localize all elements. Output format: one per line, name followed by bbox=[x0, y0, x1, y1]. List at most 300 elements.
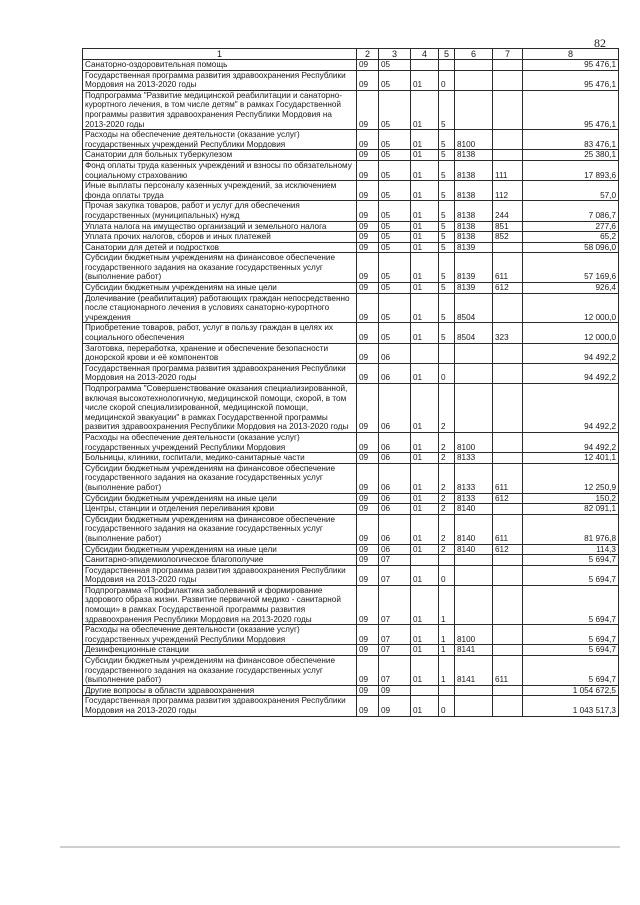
row-program: 01 bbox=[411, 384, 439, 433]
row-amount: 5 694,7 bbox=[523, 565, 619, 585]
row-target: 8141 bbox=[455, 656, 493, 686]
row-target: 8138 bbox=[455, 232, 493, 243]
row-amount: 25 380,1 bbox=[523, 150, 619, 161]
row-subprogram: 2 bbox=[439, 463, 455, 493]
row-name: Больницы, клиники, госпитали, медико-санитарные части bbox=[83, 453, 357, 464]
row-subprogram: 5 bbox=[439, 221, 455, 232]
row-amount: 95 476,1 bbox=[523, 60, 619, 71]
row-program: 01 bbox=[411, 656, 439, 686]
row-section: 09 bbox=[357, 625, 379, 645]
row-amount: 5 694,7 bbox=[523, 625, 619, 645]
row-program bbox=[411, 685, 439, 696]
row-section: 09 bbox=[357, 232, 379, 243]
row-subprogram: 5 bbox=[439, 130, 455, 150]
row-section: 09 bbox=[357, 514, 379, 544]
row-subprogram: 2 bbox=[439, 493, 455, 504]
row-subprogram bbox=[439, 685, 455, 696]
row-target: 8140 bbox=[455, 514, 493, 544]
row-amount: 58 096,0 bbox=[523, 242, 619, 253]
header-col-4: 4 bbox=[411, 49, 439, 60]
row-target: 8138 bbox=[455, 201, 493, 221]
row-expense-type bbox=[493, 453, 523, 464]
row-target: 8138 bbox=[455, 160, 493, 180]
row-section: 09 bbox=[357, 323, 379, 343]
row-section: 09 bbox=[357, 221, 379, 232]
row-name: Санаторно-оздоровительная помощь bbox=[83, 60, 357, 71]
row-target: 8140 bbox=[455, 504, 493, 515]
row-amount: 57,0 bbox=[523, 181, 619, 201]
row-amount: 83 476,1 bbox=[523, 130, 619, 150]
row-program: 01 bbox=[411, 453, 439, 464]
row-target: 8100 bbox=[455, 432, 493, 452]
row-expense-type bbox=[493, 150, 523, 161]
row-subsection: 06 bbox=[379, 343, 411, 363]
row-subsection: 06 bbox=[379, 363, 411, 383]
row-amount: 150,2 bbox=[523, 493, 619, 504]
row-expense-type bbox=[493, 242, 523, 253]
row-subsection: 06 bbox=[379, 504, 411, 515]
row-subsection: 05 bbox=[379, 323, 411, 343]
row-amount: 5 694,7 bbox=[523, 645, 619, 656]
row-target bbox=[455, 343, 493, 363]
row-subsection: 09 bbox=[379, 685, 411, 696]
row-subsection: 06 bbox=[379, 544, 411, 555]
row-subprogram: 2 bbox=[439, 384, 455, 433]
row-section: 09 bbox=[357, 150, 379, 161]
row-target: 8133 bbox=[455, 453, 493, 464]
row-subsection: 05 bbox=[379, 60, 411, 71]
row-program: 01 bbox=[411, 70, 439, 90]
table-row bbox=[83, 565, 619, 585]
row-amount: 17 893,6 bbox=[523, 160, 619, 180]
row-program: 01 bbox=[411, 90, 439, 129]
table-row bbox=[83, 656, 619, 686]
row-section: 09 bbox=[357, 463, 379, 493]
row-section: 09 bbox=[357, 656, 379, 686]
row-target bbox=[455, 70, 493, 90]
row-subprogram: 5 bbox=[439, 181, 455, 201]
row-name: Субсидии бюджетным учреждениям на иные цели bbox=[83, 493, 357, 504]
row-expense-type bbox=[493, 384, 523, 433]
row-program: 01 bbox=[411, 544, 439, 555]
row-subsection: 07 bbox=[379, 585, 411, 624]
row-expense-type: 611 bbox=[493, 514, 523, 544]
row-name: Фонд оплаты труда казенных учреждений и взносы по обязательному социальному страхованию bbox=[83, 160, 357, 180]
row-subsection: 05 bbox=[379, 160, 411, 180]
row-expense-type bbox=[493, 504, 523, 515]
row-program: 01 bbox=[411, 293, 439, 323]
row-name: Субсидии бюджетным учреждениям на финансовое обеспечение государственного задания на оказание государственных услуг (выполнение работ) bbox=[83, 463, 357, 493]
table-row bbox=[83, 555, 619, 566]
row-name: Расходы на обеспечение деятельности (оказание услуг) государственных учреждений Республики Мордовия bbox=[83, 432, 357, 452]
row-target: 8139 bbox=[455, 253, 493, 283]
table-row bbox=[83, 181, 619, 201]
row-expense-type bbox=[493, 130, 523, 150]
row-subsection: 06 bbox=[379, 432, 411, 452]
row-amount: 94 492,2 bbox=[523, 432, 619, 452]
row-expense-type: 611 bbox=[493, 253, 523, 283]
row-name: Государственная программа развития здравоохранения Республики Мордовия на 2013-2020 годы bbox=[83, 363, 357, 383]
row-target: 8139 bbox=[455, 242, 493, 253]
row-subsection: 05 bbox=[379, 242, 411, 253]
row-amount: 95 476,1 bbox=[523, 70, 619, 90]
table-row bbox=[83, 70, 619, 90]
row-section: 09 bbox=[357, 363, 379, 383]
row-name: Приобретение товаров, работ, услуг в пользу граждан в целях их социального обеспечения bbox=[83, 323, 357, 343]
row-expense-type bbox=[493, 60, 523, 71]
row-subprogram: 5 bbox=[439, 90, 455, 129]
table-row bbox=[83, 283, 619, 294]
row-expense-type: 612 bbox=[493, 544, 523, 555]
row-name: Субсидии бюджетным учреждениям на финансовое обеспечение государственного задания на оказание государственных услуг (выполнение работ) bbox=[83, 656, 357, 686]
row-name: Расходы на обеспечение деятельности (оказание услуг) государственных учреждений Республики Мордовия bbox=[83, 130, 357, 150]
row-expense-type bbox=[493, 555, 523, 566]
table-row bbox=[83, 493, 619, 504]
row-expense-type bbox=[493, 696, 523, 716]
row-target: 8138 bbox=[455, 150, 493, 161]
table-row bbox=[83, 323, 619, 343]
row-section: 09 bbox=[357, 181, 379, 201]
row-section: 09 bbox=[357, 343, 379, 363]
row-subprogram: 1 bbox=[439, 585, 455, 624]
row-program bbox=[411, 60, 439, 71]
row-subprogram: 5 bbox=[439, 242, 455, 253]
row-program: 01 bbox=[411, 232, 439, 243]
row-expense-type bbox=[493, 90, 523, 129]
row-expense-type bbox=[493, 685, 523, 696]
table-row bbox=[83, 685, 619, 696]
row-subsection: 05 bbox=[379, 150, 411, 161]
row-program: 01 bbox=[411, 432, 439, 452]
row-expense-type: 612 bbox=[493, 493, 523, 504]
row-subsection: 07 bbox=[379, 656, 411, 686]
table-row bbox=[83, 432, 619, 452]
row-section: 09 bbox=[357, 685, 379, 696]
row-name: Государственная программа развития здравоохранения Республики Мордовия на 2013-2020 годы bbox=[83, 565, 357, 585]
row-name: Центры, станции и отделения переливания крови bbox=[83, 504, 357, 515]
table-row bbox=[83, 60, 619, 71]
row-program: 01 bbox=[411, 221, 439, 232]
row-amount: 65,2 bbox=[523, 232, 619, 243]
row-target bbox=[455, 555, 493, 566]
row-name: Субсидии бюджетным учреждениям на финансовое обеспечение государственного задания на оказание государственных услуг (выполнение работ) bbox=[83, 514, 357, 544]
row-amount: 57 169,6 bbox=[523, 253, 619, 283]
header-col-1: 1 bbox=[83, 49, 357, 60]
row-name: Государственная программа развития здравоохранения Республики Мордовия на 2013-2020 годы bbox=[83, 696, 357, 716]
row-subsection: 06 bbox=[379, 463, 411, 493]
row-subsection: 09 bbox=[379, 696, 411, 716]
row-subprogram: 5 bbox=[439, 323, 455, 343]
row-section: 09 bbox=[357, 293, 379, 323]
row-target bbox=[455, 60, 493, 71]
row-section: 09 bbox=[357, 432, 379, 452]
row-program: 01 bbox=[411, 696, 439, 716]
header-col-7: 7 bbox=[493, 49, 523, 60]
row-section: 09 bbox=[357, 645, 379, 656]
row-program: 01 bbox=[411, 463, 439, 493]
table-row bbox=[83, 293, 619, 323]
row-amount: 12 401,1 bbox=[523, 453, 619, 464]
row-name: Долечивание (реабилитация) работающих граждан непосредственно после стационарного лечения в условиях санаторно-курортного учреждения bbox=[83, 293, 357, 323]
table-row bbox=[83, 90, 619, 129]
row-subsection: 06 bbox=[379, 514, 411, 544]
row-name: Уплата налога на имущество организаций и земельного налога bbox=[83, 221, 357, 232]
row-section: 09 bbox=[357, 696, 379, 716]
row-amount: 81 976,8 bbox=[523, 514, 619, 544]
row-name: Санатории для больных туберкулезом bbox=[83, 150, 357, 161]
row-target bbox=[455, 363, 493, 383]
table-row bbox=[83, 221, 619, 232]
header-col-5: 5 bbox=[439, 49, 455, 60]
row-amount: 94 492,2 bbox=[523, 384, 619, 433]
row-target: 8504 bbox=[455, 323, 493, 343]
row-subsection: 05 bbox=[379, 130, 411, 150]
row-expense-type: 111 bbox=[493, 160, 523, 180]
row-expense-type bbox=[493, 645, 523, 656]
row-program: 01 bbox=[411, 201, 439, 221]
row-subsection: 06 bbox=[379, 384, 411, 433]
table-row bbox=[83, 463, 619, 493]
row-section: 09 bbox=[357, 283, 379, 294]
table-row bbox=[83, 253, 619, 283]
row-program: 01 bbox=[411, 504, 439, 515]
row-subsection: 05 bbox=[379, 90, 411, 129]
row-expense-type bbox=[493, 565, 523, 585]
table-row bbox=[83, 232, 619, 243]
row-subprogram: 5 bbox=[439, 232, 455, 243]
row-name: Подпрограмма «Профилактика заболеваний и формирование здорового образа жизни. Развитие первичной медико - санитарной помощи» в рамках Государственной программы развития здравоохранения Республики Мордовия на 2013-2020 годы bbox=[83, 585, 357, 624]
row-name: Другие вопросы в области здравоохранения bbox=[83, 685, 357, 696]
header-col-8: 8 bbox=[523, 49, 619, 60]
row-subprogram bbox=[439, 343, 455, 363]
row-subsection: 07 bbox=[379, 565, 411, 585]
row-amount: 94 492,2 bbox=[523, 343, 619, 363]
row-subprogram: 0 bbox=[439, 565, 455, 585]
row-target: 8504 bbox=[455, 293, 493, 323]
row-section: 09 bbox=[357, 555, 379, 566]
row-target: 8133 bbox=[455, 463, 493, 493]
budget-table bbox=[82, 48, 619, 717]
row-name: Санитарно-эпидемиологическое благополучие bbox=[83, 555, 357, 566]
row-section: 09 bbox=[357, 60, 379, 71]
row-name: Расходы на обеспечение деятельности (оказание услуг) государственных учреждений Республики Мордовия bbox=[83, 625, 357, 645]
row-section: 09 bbox=[357, 70, 379, 90]
table-row bbox=[83, 504, 619, 515]
row-name: Субсидии бюджетным учреждениям на иные цели bbox=[83, 283, 357, 294]
row-amount: 277,6 bbox=[523, 221, 619, 232]
row-subsection: 07 bbox=[379, 555, 411, 566]
row-amount: 12 000,0 bbox=[523, 323, 619, 343]
row-program: 01 bbox=[411, 160, 439, 180]
row-name: Дезинфекционные станции bbox=[83, 645, 357, 656]
row-subsection: 05 bbox=[379, 293, 411, 323]
row-amount: 926,4 bbox=[523, 283, 619, 294]
row-expense-type bbox=[493, 363, 523, 383]
row-target bbox=[455, 585, 493, 624]
row-name: Субсидии бюджетным учреждениям на иные цели bbox=[83, 544, 357, 555]
row-expense-type: 112 bbox=[493, 181, 523, 201]
row-amount: 5 694,7 bbox=[523, 555, 619, 566]
row-subsection: 06 bbox=[379, 493, 411, 504]
scan-edge-line bbox=[60, 846, 620, 848]
row-subprogram: 2 bbox=[439, 432, 455, 452]
row-program: 01 bbox=[411, 585, 439, 624]
row-expense-type: 852 bbox=[493, 232, 523, 243]
row-subsection: 05 bbox=[379, 201, 411, 221]
row-expense-type: 851 bbox=[493, 221, 523, 232]
row-subprogram: 5 bbox=[439, 160, 455, 180]
row-program: 01 bbox=[411, 323, 439, 343]
row-program: 01 bbox=[411, 493, 439, 504]
row-expense-type: 612 bbox=[493, 283, 523, 294]
row-amount: 95 476,1 bbox=[523, 90, 619, 129]
row-expense-type bbox=[493, 293, 523, 323]
row-amount: 7 086,7 bbox=[523, 201, 619, 221]
row-target: 8100 bbox=[455, 625, 493, 645]
row-expense-type: 323 bbox=[493, 323, 523, 343]
row-amount: 94 492,2 bbox=[523, 363, 619, 383]
row-subprogram: 5 bbox=[439, 150, 455, 161]
row-name: Санатории для детей и подростков bbox=[83, 242, 357, 253]
row-program: 01 bbox=[411, 283, 439, 294]
row-program: 01 bbox=[411, 242, 439, 253]
row-name: Субсидии бюджетным учреждениям на финансовое обеспечение государственного задания на оказание государственных услуг (выполнение работ) bbox=[83, 253, 357, 283]
row-target bbox=[455, 685, 493, 696]
row-amount: 114,3 bbox=[523, 544, 619, 555]
table-row bbox=[83, 514, 619, 544]
row-subprogram: 0 bbox=[439, 363, 455, 383]
table-row bbox=[83, 363, 619, 383]
row-section: 09 bbox=[357, 384, 379, 433]
table-row bbox=[83, 384, 619, 433]
row-program: 01 bbox=[411, 565, 439, 585]
table-row bbox=[83, 696, 619, 716]
row-subsection: 05 bbox=[379, 181, 411, 201]
row-section: 09 bbox=[357, 493, 379, 504]
row-subprogram bbox=[439, 555, 455, 566]
row-subsection: 07 bbox=[379, 645, 411, 656]
row-name: Подпрограмма "Совершенствование оказания специализированной, включая высокотехнологичную, медицинской помощи, скорой, в том числе скорой специализированной, медицинской помощи, медицинской эвакуации" в рамках Государственной программы развития здравоохранения Республики Мордовия на 2013-2020 годы bbox=[83, 384, 357, 433]
row-expense-type bbox=[493, 70, 523, 90]
row-expense-type bbox=[493, 585, 523, 624]
row-amount: 12 250,9 bbox=[523, 463, 619, 493]
row-name: Прочая закупка товаров, работ и услуг для обеспечения государственных (муниципальных) нужд bbox=[83, 201, 357, 221]
row-program bbox=[411, 343, 439, 363]
row-program: 01 bbox=[411, 645, 439, 656]
table-row bbox=[83, 160, 619, 180]
row-target bbox=[455, 565, 493, 585]
row-program: 01 bbox=[411, 363, 439, 383]
table-row bbox=[83, 343, 619, 363]
table-row bbox=[83, 544, 619, 555]
table-row bbox=[83, 645, 619, 656]
table-row bbox=[83, 625, 619, 645]
table-row bbox=[83, 150, 619, 161]
row-expense-type: 244 bbox=[493, 201, 523, 221]
row-target: 8141 bbox=[455, 645, 493, 656]
row-subprogram: 1 bbox=[439, 656, 455, 686]
row-program: 01 bbox=[411, 150, 439, 161]
table-body bbox=[83, 60, 619, 717]
row-target: 8133 bbox=[455, 493, 493, 504]
table-row bbox=[83, 453, 619, 464]
row-target bbox=[455, 696, 493, 716]
row-target bbox=[455, 90, 493, 129]
row-section: 09 bbox=[357, 565, 379, 585]
row-subprogram: 2 bbox=[439, 544, 455, 555]
row-name: Уплата прочих налогов, сборов и иных платежей bbox=[83, 232, 357, 243]
row-program: 01 bbox=[411, 514, 439, 544]
row-amount: 5 694,7 bbox=[523, 585, 619, 624]
header-col-2: 2 bbox=[357, 49, 379, 60]
row-amount: 5 694,7 bbox=[523, 656, 619, 686]
row-expense-type: 611 bbox=[493, 656, 523, 686]
header-col-6: 6 bbox=[455, 49, 493, 60]
row-name: Государственная программа развития здравоохранения Республики Мордовия на 2013-2020 годы bbox=[83, 70, 357, 90]
row-target: 8100 bbox=[455, 130, 493, 150]
table-row bbox=[83, 242, 619, 253]
row-amount: 1 043 517,3 bbox=[523, 696, 619, 716]
row-amount: 82 091,1 bbox=[523, 504, 619, 515]
row-amount: 1 054 672,5 bbox=[523, 685, 619, 696]
row-name: Подпрограмма "Развитие медицинской реабилитации и санаторно-курортного лечения, в том числе детям" в рамках Государственной программы развития здравоохранения Республики Мордовия на 2013-2020 годы bbox=[83, 90, 357, 129]
row-subprogram: 2 bbox=[439, 514, 455, 544]
row-target: 8138 bbox=[455, 221, 493, 232]
row-subprogram: 5 bbox=[439, 283, 455, 294]
row-expense-type bbox=[493, 625, 523, 645]
row-target: 8138 bbox=[455, 181, 493, 201]
row-amount: 12 000,0 bbox=[523, 293, 619, 323]
row-subsection: 05 bbox=[379, 221, 411, 232]
row-section: 09 bbox=[357, 504, 379, 515]
row-expense-type: 611 bbox=[493, 463, 523, 493]
row-subsection: 05 bbox=[379, 283, 411, 294]
row-subprogram: 5 bbox=[439, 253, 455, 283]
table-header-row bbox=[83, 49, 619, 60]
row-name: Иные выплаты персоналу казенных учреждений, за исключением фонда оплаты труда bbox=[83, 181, 357, 201]
row-section: 09 bbox=[357, 253, 379, 283]
row-subprogram: 5 bbox=[439, 293, 455, 323]
table-row bbox=[83, 130, 619, 150]
row-program: 01 bbox=[411, 253, 439, 283]
row-section: 09 bbox=[357, 585, 379, 624]
row-section: 09 bbox=[357, 90, 379, 129]
table-row bbox=[83, 585, 619, 624]
row-subprogram: 2 bbox=[439, 504, 455, 515]
row-subprogram bbox=[439, 60, 455, 71]
row-subprogram: 0 bbox=[439, 70, 455, 90]
row-subsection: 05 bbox=[379, 70, 411, 90]
header-col-3: 3 bbox=[379, 49, 411, 60]
row-section: 09 bbox=[357, 242, 379, 253]
row-section: 09 bbox=[357, 160, 379, 180]
row-section: 09 bbox=[357, 453, 379, 464]
row-subsection: 06 bbox=[379, 453, 411, 464]
row-program: 01 bbox=[411, 130, 439, 150]
row-program: 01 bbox=[411, 181, 439, 201]
row-subprogram: 1 bbox=[439, 625, 455, 645]
table-row bbox=[83, 201, 619, 221]
row-expense-type bbox=[493, 432, 523, 452]
row-expense-type bbox=[493, 343, 523, 363]
row-target: 8139 bbox=[455, 283, 493, 294]
row-program: 01 bbox=[411, 625, 439, 645]
row-subsection: 07 bbox=[379, 625, 411, 645]
row-section: 09 bbox=[357, 201, 379, 221]
row-subprogram: 0 bbox=[439, 696, 455, 716]
row-subprogram: 1 bbox=[439, 645, 455, 656]
row-name: Заготовка, переработка, хранение и обеспечение безопасности донорской крови и её компонентов bbox=[83, 343, 357, 363]
